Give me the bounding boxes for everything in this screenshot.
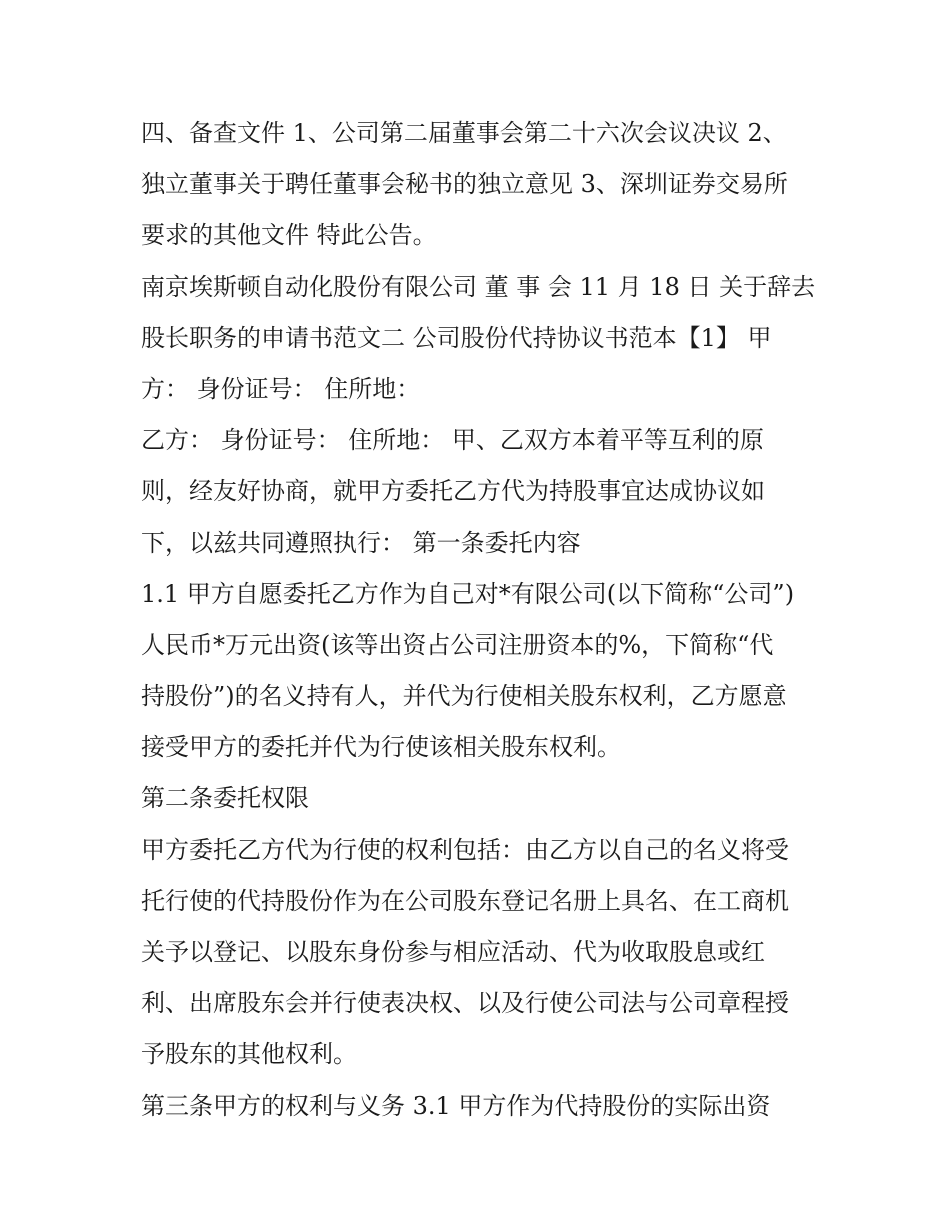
- text-line: 则，经友好协商，就甲方委托乙方代为持股事宜达成协议如: [141, 477, 765, 506]
- text-line: 第三条甲方的权利与义务 3.1 甲方作为代持股份的实际出资: [141, 1091, 771, 1120]
- text-line: 第二条委托权限: [141, 784, 309, 813]
- paragraph-reference-documents: [141, 108, 821, 262]
- text-line: 人民币*万元出资(该等出资占公司注册资本的%，下简称“代: [141, 630, 774, 659]
- text-line: 方： 身份证号： 住所地：: [141, 374, 421, 403]
- text-line: 予股东的其他权利。: [141, 1040, 357, 1069]
- text-line: 乙方： 身份证号： 住所地： 甲、乙双方本着平等互利的原: [141, 426, 764, 455]
- document-body: [141, 108, 821, 1132]
- text-line: 托行使的代持股份作为在公司股东登记名册上具名、在工商机: [141, 886, 789, 915]
- section-heading-article-2: [141, 773, 821, 824]
- text-line: 四、备查文件 1、公司第二届董事会第二十六次会议决议 2、: [141, 119, 787, 147]
- text-line: 利、出席股东会并行使表决权、以及行使公司法与公司章程授: [141, 989, 789, 1018]
- text-line: 独立董事关于聘任董事会秘书的独立意见 3、深圳证券交易所: [141, 170, 788, 199]
- paragraph-party-b: [141, 415, 821, 569]
- paragraph-article-3: [141, 1081, 821, 1132]
- paragraph-clause-1-1: [141, 569, 821, 774]
- paragraph-company-signature: [141, 262, 821, 416]
- text-line: 甲方委托乙方代为行使的权利包括：由乙方以自己的名义将受: [141, 835, 789, 864]
- text-line: 南京埃斯顿自动化股份有限公司 董 事 会 11 月 18 日 关于辞去: [141, 272, 816, 301]
- text-line: 关予以登记、以股东身份参与相应活动、代为收取股息或红: [141, 938, 765, 966]
- text-line: 股长职务的申请书范文二 公司股份代持协议书范本【1】 甲: [141, 323, 772, 352]
- text-line: 下，以兹共同遵照执行： 第一条委托内容: [141, 528, 581, 557]
- text-line: 接受甲方的委托并代为行使该相关股东权利。: [141, 733, 621, 762]
- paragraph-authority-scope: [141, 825, 821, 1081]
- text-line: 1.1 甲方自愿委托乙方作为自己对*有限公司(以下简称“公司”): [141, 579, 795, 608]
- text-line: 持股份”)的名义持有人，并代为行使相关股东权利，乙方愿意: [141, 682, 787, 711]
- text-line: 要求的其他文件 特此公告。: [141, 221, 437, 250]
